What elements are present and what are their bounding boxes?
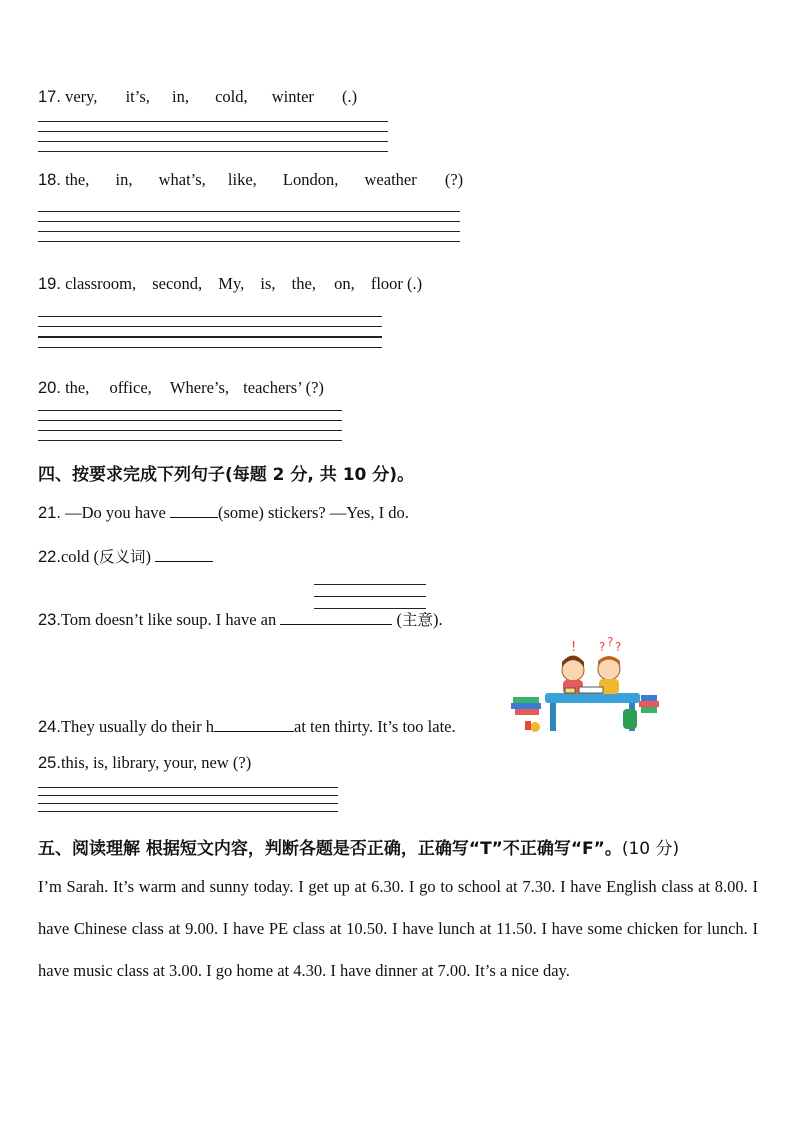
question-22 [38,545,213,567]
section-title: 五、阅读理解 根据短文内容，判断各题是否正确，正确写“T”不正确写“F”。 [38,839,622,859]
word: teachers’ (?) [243,378,324,397]
answer-lines-19[interactable] [38,316,382,357]
word: office, [109,378,152,397]
answer-lines-20[interactable] [38,410,342,450]
hint-text: 主意 [401,611,433,629]
answer-blank[interactable] [170,503,218,518]
word: what’s, [158,170,206,189]
section-score: (10 分) [621,839,680,859]
question-text: ). [433,610,443,629]
word: very, [65,87,98,106]
word: Where’s, [169,378,230,397]
word: floor (.) [370,274,423,293]
question-20 [38,378,324,398]
word: winter [271,87,314,106]
word: is, [260,274,276,293]
question-21 [38,503,409,523]
answer-blank[interactable] [280,610,392,625]
answer-blank[interactable] [155,547,213,562]
word: My, [218,274,245,293]
word: (?) [444,170,464,189]
question-18 [38,170,463,190]
question-text: They usually do their h [60,717,214,736]
question-number: 17. [38,88,61,106]
word: in, [172,87,189,106]
word: the, [291,274,316,293]
question-number: 23. [38,611,61,629]
svg-text:!: ! [571,640,577,655]
svg-text:?: ? [615,640,622,654]
kids-studying-illustration [505,635,660,735]
word: the, [65,378,90,397]
svg-text:?: ? [599,640,606,654]
question-number: 22. [38,548,61,566]
question-text: —Do you have [60,503,171,522]
question-text: (some) stickers? —Yes, I do. [218,503,409,522]
word: (.) [342,87,358,106]
svg-text:?: ? [607,635,614,649]
word: weather [364,170,417,189]
question-text: ) [145,547,156,566]
question-25 [38,753,251,773]
question-number: 25. [38,754,61,772]
scrambled-words [61,170,463,189]
question-number: 21. [38,504,61,522]
question-19 [38,274,422,294]
answer-blank[interactable] [214,717,294,732]
question-24 [38,717,456,737]
hint-text: 反义词 [98,548,146,566]
question-number: 20. [38,379,61,397]
scrambled-words [61,87,357,106]
question-23 [38,608,443,630]
word: classroom, [65,274,137,293]
word: on, [334,274,355,293]
word: in, [115,170,133,189]
scrambled-words [61,274,422,293]
answer-lines-18[interactable] [38,211,460,251]
scrambled-words [61,378,324,397]
word: second, [152,274,203,293]
word: cold, [215,87,248,106]
word: London, [282,170,339,189]
answer-lines-17[interactable] [38,121,388,161]
question-text: ( [392,610,402,629]
reading-passage: I’m Sarah. It’s warm and sunny today. I get up at 6.30. I go to school at 7.30. I have English class at 8.00. I have Chinese class at 9.00. I have PE class at 10.50. I have lunch at 11.50. I have some chicken for lunch. I have music class at 3.00. I go home at 4.30. I have dinner at 7.00. It’s a nice day. [38,877,758,980]
question-17 [38,87,357,107]
question-number: 19. [38,275,61,293]
question-number: 24. [38,718,61,736]
question-text: cold ( [60,547,99,566]
word: it’s, [125,87,150,106]
word: like, [227,170,257,189]
question-text: Tom doesn’t like soup. I have an [60,610,281,629]
word: the, [65,170,90,189]
question-text: at ten thirty. It’s too late. [294,717,456,736]
answer-lines-25[interactable] [38,787,338,821]
question-text: this, is, library, your, new (?) [60,753,252,772]
question-number: 18. [38,171,61,189]
section-4-heading: 四、按要求完成下列句子(每题 2 分, 共 10 分)。 [38,465,415,485]
section-5-heading [38,834,679,859]
